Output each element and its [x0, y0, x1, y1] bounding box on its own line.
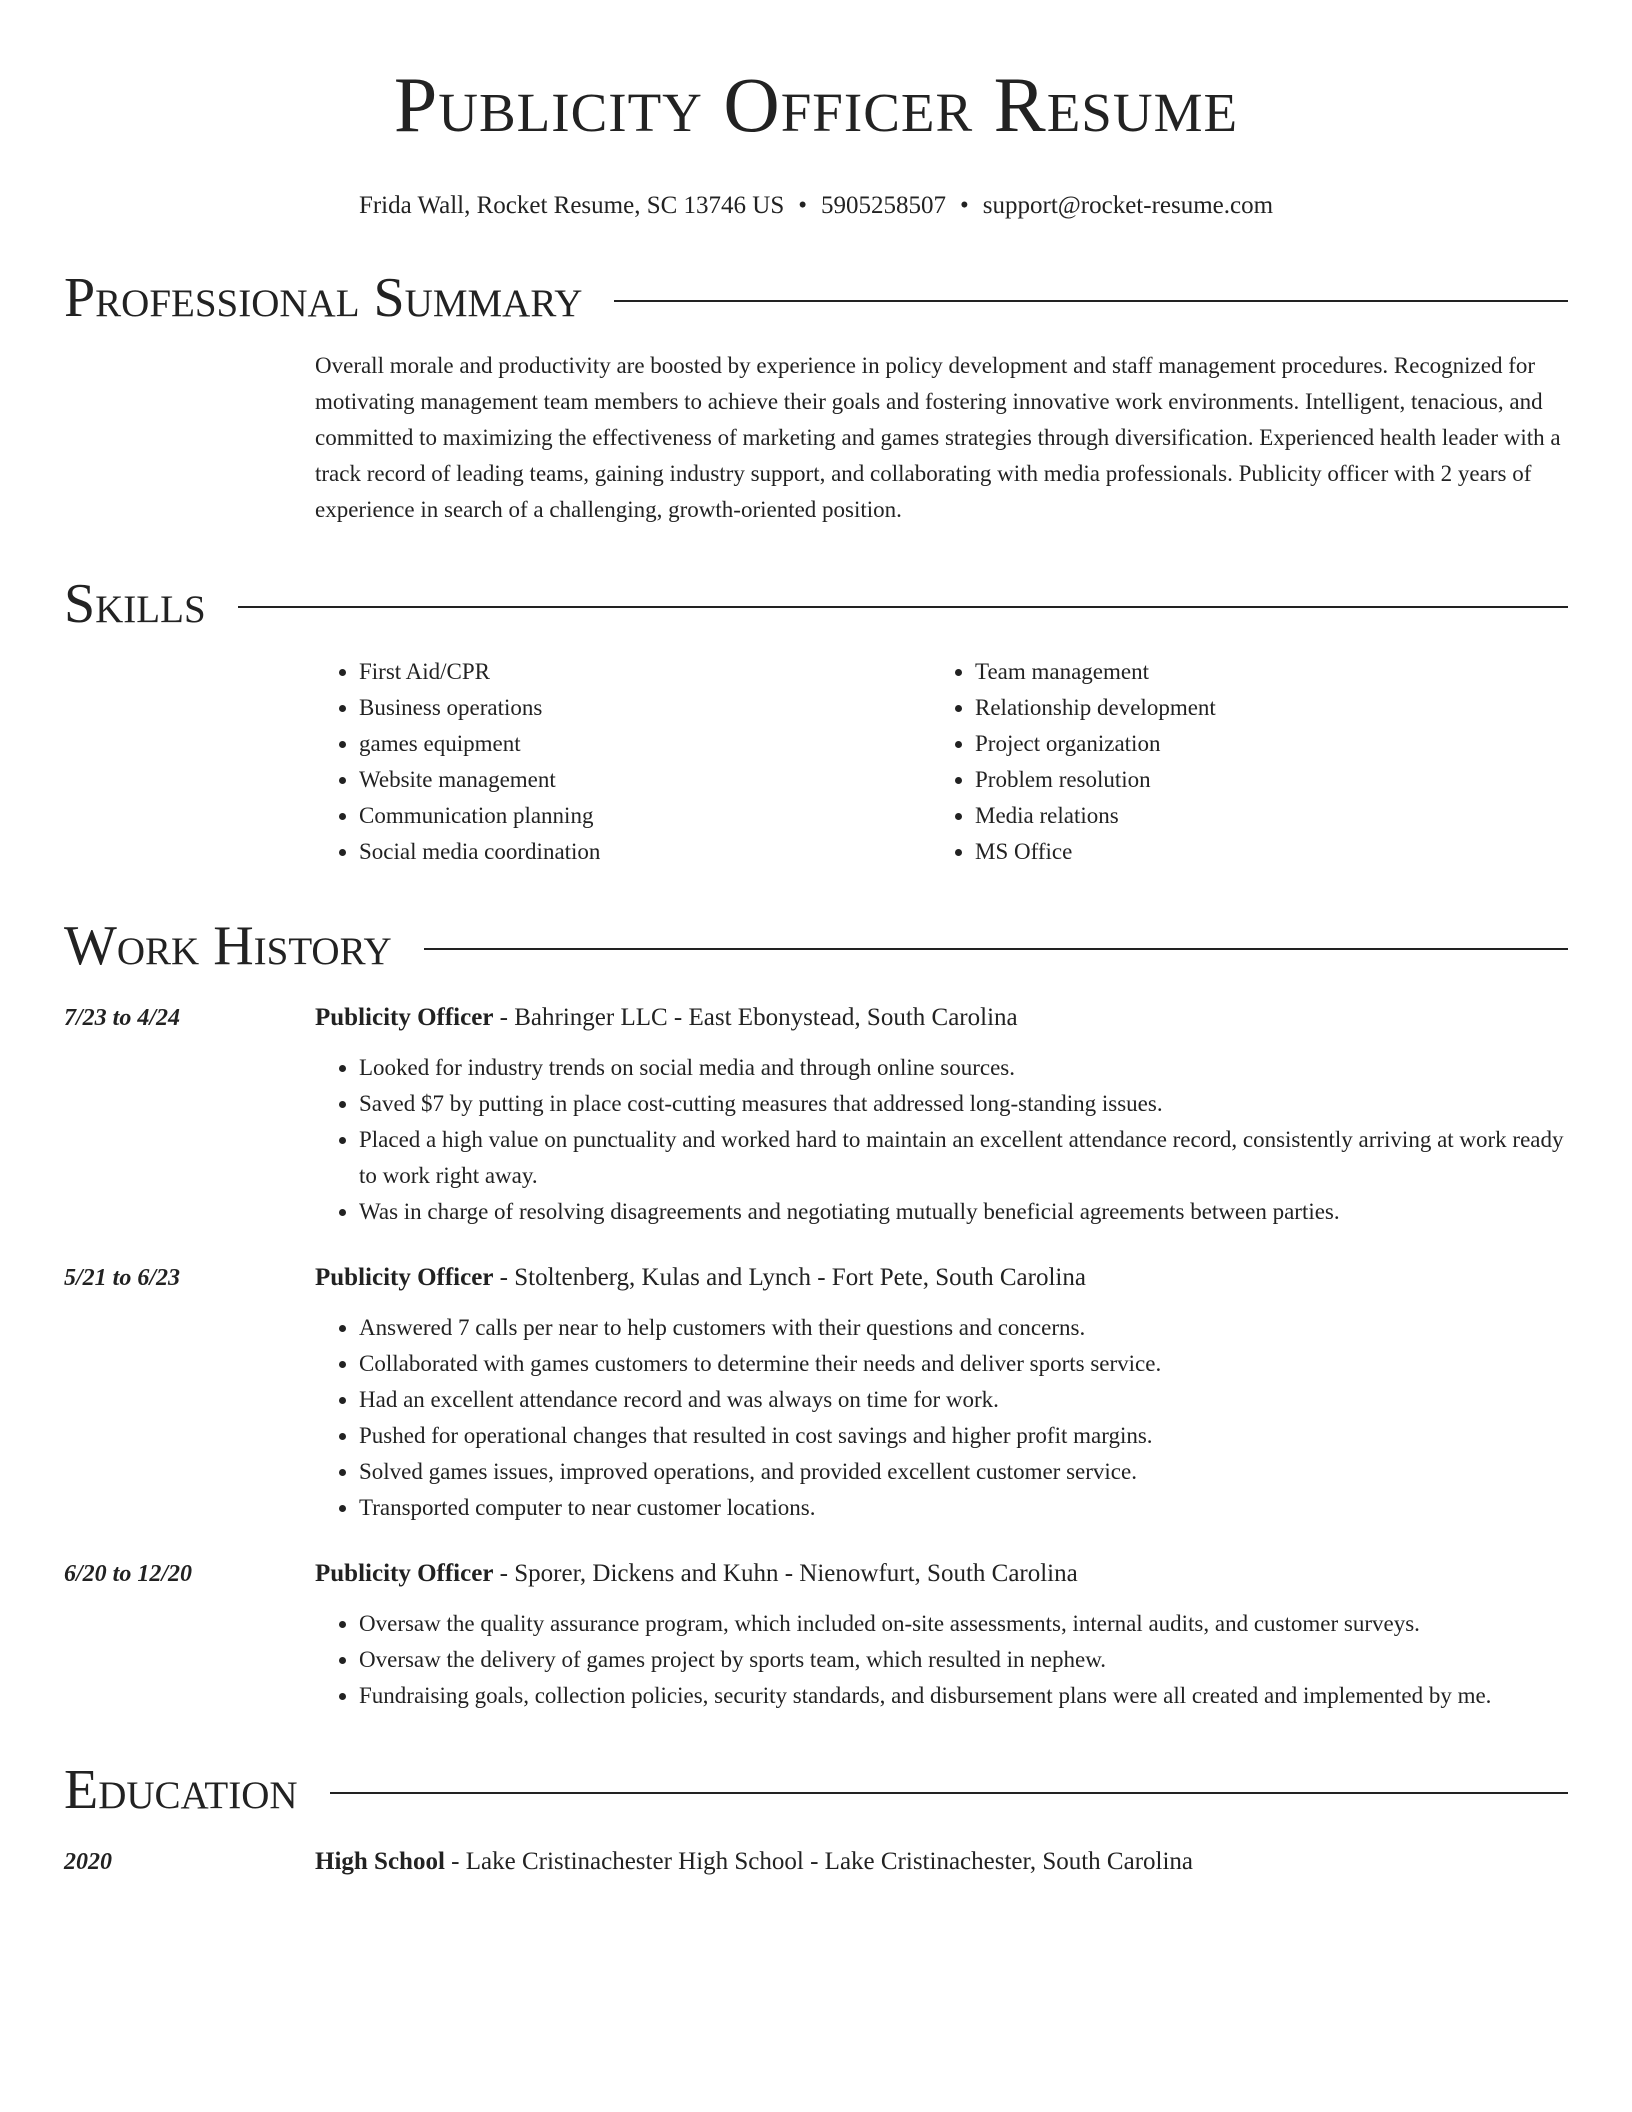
skills-section-header	[64, 572, 1568, 636]
job-bullets	[315, 1050, 1568, 1230]
job-dates: 6/20 to 12/20	[64, 1561, 193, 1587]
job-heading	[315, 1260, 1568, 1296]
job-entry	[64, 1000, 1568, 1230]
job-entry	[64, 1260, 1568, 1526]
job-bullet: • Solved games issues, improved operations, and provided excellent customer service.	[359, 1454, 1568, 1490]
bullet-separator: •	[798, 192, 807, 219]
education-heading-line	[315, 1844, 1568, 1880]
education-section-header	[64, 1758, 1568, 1822]
job-bullets	[315, 1606, 1568, 1714]
work-heading: Work History	[64, 915, 392, 977]
job-bullet: • Placed a high value on punctuality and worked hard to maintain an excellent attendance record, consistently arriving at work ready to work right away.	[359, 1122, 1568, 1194]
resume-title: Publicity Officer Resume	[393, 61, 1239, 148]
section-divider	[424, 948, 1568, 950]
skills-list	[315, 654, 1568, 870]
skill-item: • Problem resolution	[975, 762, 1547, 798]
bullet-separator: •	[960, 192, 969, 219]
job-content	[315, 1000, 1568, 1230]
skill-item: • Communication planning	[359, 798, 931, 834]
job-bullet: • Oversaw the delivery of games project by sports team, which resulted in nephew.	[359, 1642, 1568, 1678]
skill-item: • Project organization	[975, 726, 1547, 762]
summary-text: Overall morale and productivity are boosted by experience in policy development and staff management procedures. Recognized for motivating management team members to achieve their goals and fostering innovative work environments. Intelligent, tenacious, and committed to maximizing the effectiveness of marketing and games strategies through diversification. Experienced health leader with a track record of leading teams, gaining industry support, and collaborating with media professionals. Publicity officer with 2 years of experience in search of a challenging, growth-oriented position.	[315, 353, 1561, 522]
education-year: 2020	[64, 1849, 112, 1875]
section-divider	[614, 300, 1568, 302]
job-heading	[315, 1556, 1568, 1592]
contact-address: Frida Wall, Rocket Resume, SC 13746 US	[358, 192, 785, 219]
skills-column-left	[315, 654, 931, 870]
section-divider	[330, 1792, 1568, 1794]
job-employer-location: - Sporer, Dickens and Kuhn - Nienowfurt, South Carolina	[493, 1560, 1078, 1587]
job-title: Publicity Officer	[315, 1004, 494, 1031]
job-employer-location: - Bahringer LLC - East Ebonystead, South Carolina	[493, 1004, 1018, 1031]
job-heading	[315, 1000, 1568, 1036]
skills-heading: Skills	[64, 573, 206, 635]
job-bullet: • Pushed for operational changes that resulted in cost savings and higher profit margins.	[359, 1418, 1568, 1454]
summary-section-header	[64, 266, 1568, 330]
skill-item: • First Aid/CPR	[359, 654, 931, 690]
skill-item: • Media relations	[975, 798, 1547, 834]
section-divider	[238, 606, 1568, 608]
work-section-header	[64, 914, 1568, 978]
job-bullet: • Oversaw the quality assurance program, which included on-site assessments, internal audits, and customer surveys.	[359, 1606, 1568, 1642]
job-entry	[64, 1556, 1568, 1714]
job-bullet: • Answered 7 calls per near to help customers with their questions and concerns.	[359, 1310, 1568, 1346]
summary-heading: Professional Summary	[64, 267, 583, 329]
job-dates: 7/23 to 4/24	[64, 1005, 181, 1031]
skill-item: • games equipment	[359, 726, 931, 762]
skill-item: • Team management	[975, 654, 1547, 690]
education-school-location: - Lake Cristinachester High School - Lake Cristinachester, South Carolina	[444, 1848, 1194, 1875]
education-content	[315, 1844, 1568, 1880]
job-bullet: • Fundraising goals, collection policies, security standards, and disbursement plans were all created and implemented by me.	[359, 1678, 1568, 1714]
job-bullet: • Collaborated with games customers to determine their needs and deliver sports service.	[359, 1346, 1568, 1382]
job-title: Publicity Officer	[315, 1264, 494, 1291]
skill-item: • Website management	[359, 762, 931, 798]
education-degree: High School	[315, 1848, 445, 1875]
skill-item: • Social media coordination	[359, 834, 931, 870]
contact-line	[64, 190, 1568, 222]
skills-column-right	[931, 654, 1547, 870]
education-entry	[64, 1844, 1568, 1880]
skill-item: • MS Office	[975, 834, 1547, 870]
job-bullet: • Saved $7 by putting in place cost-cutting measures that addressed long-standing issues.	[359, 1086, 1568, 1122]
contact-phone: 5905258507	[821, 192, 946, 219]
contact-email: support@rocket-resume.com	[982, 192, 1274, 219]
job-bullets	[315, 1310, 1568, 1526]
job-content	[315, 1556, 1568, 1714]
job-bullet: • Looked for industry trends on social media and through online sources.	[359, 1050, 1568, 1086]
job-content	[315, 1260, 1568, 1526]
job-bullet: • Transported computer to near customer locations.	[359, 1490, 1568, 1526]
job-bullet: • Was in charge of resolving disagreements and negotiating mutually beneficial agreements between parties.	[359, 1194, 1568, 1230]
skill-item: • Business operations	[359, 690, 931, 726]
skill-item: • Relationship development	[975, 690, 1547, 726]
job-title: Publicity Officer	[315, 1560, 494, 1587]
job-bullet: • Had an excellent attendance record and was always on time for work.	[359, 1382, 1568, 1418]
job-dates: 5/21 to 6/23	[64, 1265, 181, 1291]
work-history-list	[64, 1000, 1568, 1714]
job-employer-location: - Stoltenberg, Kulas and Lynch - Fort Pete, South Carolina	[493, 1264, 1086, 1291]
education-heading: Education	[64, 1759, 298, 1821]
